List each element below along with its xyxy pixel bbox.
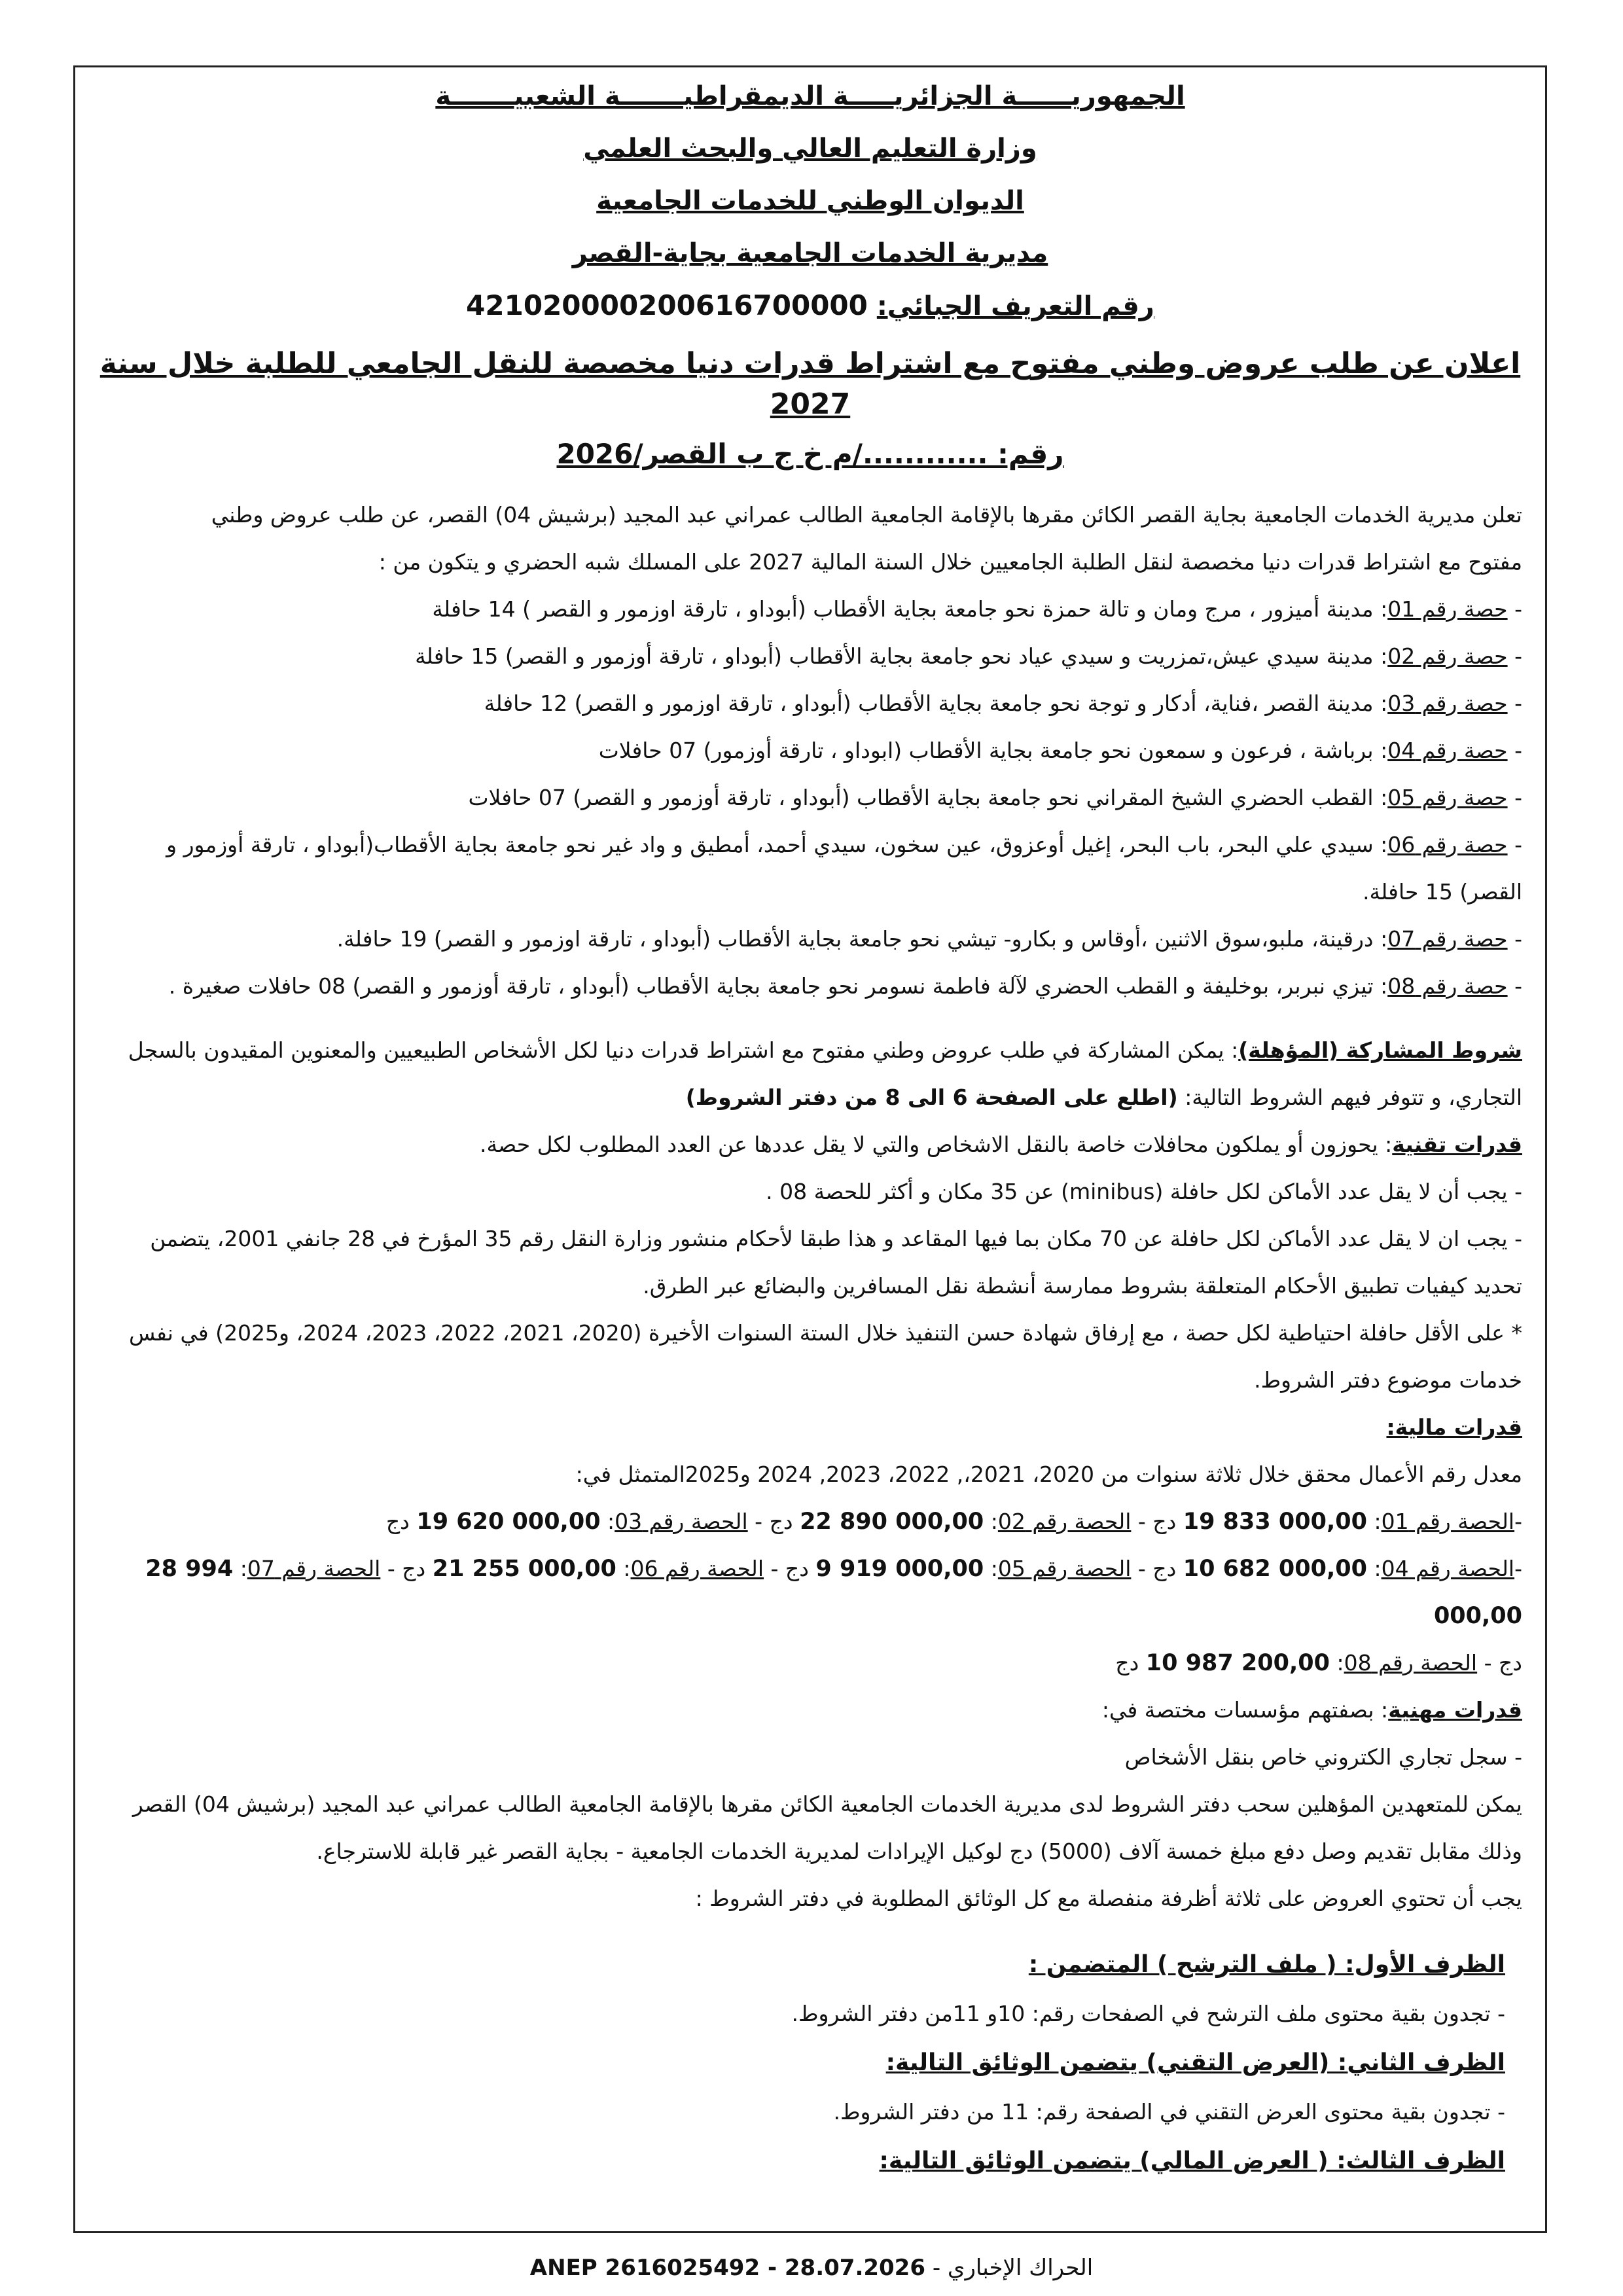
financial-row-1: -الحصة رقم 01: 19 833 000,00 دج - الحصة رقم 02: 22 890 000,00 دج - الحصة رقم 03: 19 620 000,00 دج <box>385 1509 1522 1535</box>
envelope-2-title: الظرف الثاني: (العرض التقني) يتضمن الوثائق التالية: <box>885 2049 1505 2076</box>
technical-item: - يجب أن لا يقل عدد الأماكن لكل حافلة (minibus) عن 35 مكان و أكثر للحصة 08 . <box>766 1179 1522 1204</box>
technical-paragraph <box>98 1121 1522 1168</box>
intro-line-1: تعلن مديرية الخدمات الجامعية بجاية القصر الكائن مقرها بالإقامة الجامعية الطالب عمراني عبد المجيد (برشيش 04) القصر، عن طلب عروض وطني <box>211 502 1522 528</box>
fin-lot-label: الحصة رقم 01 <box>1381 1509 1515 1534</box>
header-fiscal <box>98 287 1522 325</box>
footer-separator: - <box>932 2255 948 2281</box>
lot-label: حصة رقم 05 <box>1387 785 1508 810</box>
envelope-1-text: - تجدون بقية محتوى ملف الترشح في الصفحات رقم: 10و 11من دفتر الشروط. <box>791 2001 1505 2026</box>
professional-paragraph <box>98 1687 1522 1734</box>
lot-text: : القطب الحضري الشيخ المقراني نحو جامعة بجاية الأقطاب (أبوداو ، تارقة أوزمور و القصر) 07 حافلات <box>468 785 1388 810</box>
eligibility-note: (اطلع على الصفحة 6 الى 8 من دفتر الشروط) <box>685 1085 1178 1110</box>
eligibility-paragraph <box>98 1027 1522 1121</box>
professional-heading: قدرات مهنية <box>1388 1697 1522 1723</box>
lot-label: حصة رقم 06 <box>1387 832 1508 857</box>
envelope-1-title: الظرف الأول: ( ملف الترشح ) المتضمن : <box>1028 1951 1505 1978</box>
lot-item: - حصة رقم 06: سيدي علي البحر، باب البحر، إغيل أوعزوق، عين سخون، سيدي أحمد، أمطيق و واد غير نحو جامعة بجاية الأقطاب(أبوداو ، تارقة أوزمور و القصر) 15 حافلة. <box>166 832 1522 905</box>
fin-lot-label: الحصة رقم 08 <box>1344 1650 1478 1676</box>
lot-label: حصة رقم 07 <box>1387 926 1508 952</box>
fin-lot-label: الحصة رقم 02 <box>997 1509 1132 1534</box>
lots-list <box>98 586 1522 1010</box>
lot-text: : مدينة القصر ،فناية، أدكار و توجة نحو جامعة بجاية الأقطاب (أبوداو ، تارقة اوزمور و القصر) 12 حافلة <box>484 691 1388 716</box>
financial-heading: قدرات مالية: <box>1386 1414 1522 1440</box>
fin-lot-amount: 28 994 000,00 <box>145 1556 1522 1629</box>
financial-row-2: -الحصة رقم 04: 10 682 000,00 دج - الحصة رقم 05: 9 919 000,00 دج - الحصة رقم 06: 21 255 000,00 دج - الحصة رقم 07: 28 994 000,00 <box>145 1556 1522 1629</box>
lot-label: حصة رقم 08 <box>1387 973 1508 999</box>
fin-lot-label: الحصة رقم 04 <box>1381 1556 1515 1581</box>
lot-item: - حصة رقم 03: مدينة القصر ،فناية، أدكار و توجة نحو جامعة بجاية الأقطاب (أبوداو ، تارقة اوزمور و القصر) 12 حافلة <box>484 691 1522 716</box>
notice-reference: رقم: ............/م خ ج ب القصر/2026 <box>556 438 1064 470</box>
header-republic: الجمهوريــــــة الجزائريـــــة الديمقراطيـــــــة الشعبيـــــــة <box>435 81 1185 111</box>
lot-item: - حصة رقم 07: درقينة، ملبو،سوق الاثنين ،أوقاس و بكارو- تيشي نحو جامعة بجاية الأقطاب (أبوداو ، تارقة اوزمور و القصر) 19 حافلة. <box>336 926 1522 952</box>
fin-lot-amount: 10 682 000,00 <box>1183 1556 1367 1582</box>
fin-currency: دج <box>1152 1556 1177 1581</box>
technical-heading: قدرات تقنية <box>1392 1132 1522 1157</box>
fin-currency: دج <box>402 1556 426 1581</box>
fin-lot-amount: 19 833 000,00 <box>1183 1509 1367 1535</box>
eligibility-heading: شروط المشاركة (المؤهلة) <box>1238 1037 1522 1063</box>
fin-currency: دج <box>385 1509 410 1534</box>
fin-currency: دج <box>785 1556 809 1581</box>
lot-item: - حصة رقم 08: تيزي نبربر، بوخليفة و القطب الحضري لآلة فاطمة نسومر نحو جامعة بجاية الأقطاب (أبوداو ، تارقة أوزمور و القصر) 08 حافلات صغيرة . <box>168 973 1522 999</box>
fiscal-label: رقم التعريف الجبائي: <box>876 291 1154 321</box>
fin-lot-amount: 9 919 000,00 <box>815 1556 984 1582</box>
lot-label: حصة رقم 01 <box>1387 596 1508 622</box>
fin-lot-amount: 21 255 000,00 <box>432 1556 616 1582</box>
eligibility-text: : يمكن المشاركة في طلب عروض وطني مفتوح مع اشتراط قدرات دنيا لكل الأشخاص الطبيعيين والمعنوين المقيدون بالسجل التجاري، و تتوفر فيهم الشروط التالية: <box>128 1037 1522 1110</box>
lot-text: : برباشة ، فرعون و سمعون نحو جامعة بجاية الأقطاب (ابوداو ، تارقة أوزمور) 07 حافلات <box>598 738 1388 763</box>
fin-lot-amount: 22 890 000,00 <box>800 1509 984 1535</box>
lot-text: : مدينة سيدي عيش،تمزريت و سيدي عياد نحو جامعة بجاية الأقطاب (أبوداو ، تارقة أوزمور و القصر) 15 حافلة <box>415 643 1388 669</box>
fin-lot-label: الحصة رقم 07 <box>247 1556 381 1581</box>
envelope-2-text: - تجدون بقية محتوى العرض التقني في الصفحة رقم: 11 من دفتر الشروط. <box>833 2099 1505 2125</box>
newspaper-name: الحراك الإخباري <box>947 2255 1094 2281</box>
lot-item: - حصة رقم 04: برباشة ، فرعون و سمعون نحو جامعة بجاية الأقطاب (ابوداو ، تارقة أوزمور) 07 حافلات <box>598 738 1522 763</box>
tender-notice <box>98 77 1522 2187</box>
anep-reference: ANEP 2616025492 - 28.07.2026 <box>529 2255 925 2281</box>
financial-row-3: دج - الحصة رقم 08: 10 987 200,00 دج <box>1115 1650 1522 1676</box>
lot-text: : مدينة أميزور ، مرج ومان و تالة حمزة نحو جامعة بجاية الأقطاب (أبوداو ، تارقة اوزمور و القصر ) 14 حافلة <box>432 596 1388 622</box>
intro-line-2: مفتوح مع اشتراط قدرات دنيا مخصصة لنقل الطلبة الجامعيين خلال السنة المالية 2027 على المسلك شبه الحضري و يتكون من : <box>378 549 1522 575</box>
header-directorate: مديرية الخدمات الجامعية بجاية-القصر <box>572 238 1048 268</box>
fin-lot-amount: 10 987 200,00 <box>1145 1650 1330 1676</box>
fin-currency: دج <box>1152 1509 1177 1534</box>
fin-lot-amount: 19 620 000,00 <box>416 1509 601 1535</box>
fin-currency: دج <box>1115 1650 1139 1676</box>
header-office: الديوان الوطني للخدمات الجامعية <box>596 186 1024 216</box>
notice-title: اعلان عن طلب عروض وطني مفتوح مع اشتراط قدرات دنيا مخصصة للنقل الجامعي للطلبة خلال سنة 2027 <box>99 347 1521 421</box>
lot-label: حصة رقم 02 <box>1387 643 1508 669</box>
financial-intro: معدل رقم الأعمال محقق خلال ثلاثة سنوات من 2020، 2021،, 2022، 2023, 2024 و2025المتمثل في: <box>575 1462 1522 1487</box>
fiscal-number: 421020000200616700000 <box>466 289 868 321</box>
technical-item: - يجب ان لا يقل عدد الأماكن لكل حافلة عن 70 مكان بما فيها المقاعد و هذا طبقا لأحكام منشور وزارة النقل رقم 35 المؤرخ في 28 جانفي 2001، يتضمن تحديد كيفيات تطبيق الأحكام المتعلقة بشروط ممارسة أنشطة نقل المسافرين والبضائع عبر الطرق. <box>150 1226 1522 1299</box>
professional-item: - سجل تجاري الكتروني خاص بنقل الأشخاص <box>1124 1744 1522 1770</box>
header-ministry: وزارة التعليم العالي والبحث العلمي <box>583 134 1037 164</box>
withdrawal-paragraph: يمكن للمتعهدين المؤهلين سحب دفتر الشروط لدى مديرية الخدمات الجامعية الكائن مقرها بالإقامة الجامعية الطالب عمراني عبد المجيد (برشيش 04) القصر وذلك مقابل تقديم وصل دفع مبلغ خمسة آلاف (5000) دج لوكيل الإيرادات لمديرية الخدمات الجامعية - بجاية القصر غير قابلة للاسترجاع. <box>132 1791 1522 1864</box>
fin-currency: دج <box>769 1509 793 1534</box>
lot-item: - حصة رقم 01: مدينة أميزور ، مرج ومان و تالة حمزة نحو جامعة بجاية الأقطاب (أبوداو ، تارقة اوزمور و القصر ) 14 حافلة <box>432 596 1522 622</box>
envelopes-intro: يجب أن تحتوي العروض على ثلاثة أظرفة منفصلة مع كل الوثائق المطلوبة في دفتر الشروط : <box>695 1886 1522 1911</box>
professional-text: : بصفتهم مؤسسات مختصة في: <box>1101 1697 1389 1723</box>
lot-text: : سيدي علي البحر، باب البحر، إغيل أوعزوق، عين سخون، سيدي أحمد، أمطيق و واد غير نحو جامعة بجاية الأقطاب(أبوداو ، تارقة أوزمور و القصر) 15 حافلة. <box>166 832 1522 905</box>
publication-footer <box>0 2251 1623 2284</box>
fin-lot-label: الحصة رقم 03 <box>615 1509 748 1534</box>
envelope-3-title: الظرف الثالث: ( العرض المالي) يتضمن الوثائق التالية: <box>879 2147 1505 2174</box>
fin-lot-label: الحصة رقم 06 <box>630 1556 764 1581</box>
fin-currency: دج <box>1499 1650 1522 1676</box>
technical-item: * على الأقل حافلة احتياطية لكل حصة ، مع إرفاق شهادة حسن التنفيذ خلال الستة السنوات الأخيرة (2020، 2021، 2022، 2023، 2024، و2025) في نفس خدمات موضوع دفتر الشروط. <box>128 1320 1522 1393</box>
fin-lot-label: الحصة رقم 05 <box>997 1556 1132 1581</box>
lot-label: حصة رقم 04 <box>1387 738 1508 763</box>
lot-text: : درقينة، ملبو،سوق الاثنين ،أوقاس و بكارو- تيشي نحو جامعة بجاية الأقطاب (أبوداو ، تارقة اوزمور و القصر) 19 حافلة. <box>336 926 1388 952</box>
lot-label: حصة رقم 03 <box>1387 691 1508 716</box>
lot-item: - حصة رقم 05: القطب الحضري الشيخ المقراني نحو جامعة بجاية الأقطاب (أبوداو ، تارقة أوزمور و القصر) 07 حافلات <box>468 785 1522 810</box>
technical-text: : يحوزون أو يملكون محافلات خاصة بالنقل الاشخاص والتي لا يقل عددها عن العدد المطلوب لكل حصة. <box>479 1132 1393 1157</box>
lot-text: : تيزي نبربر، بوخليفة و القطب الحضري لآلة فاطمة نسومر نحو جامعة بجاية الأقطاب (أبوداو ، تارقة أوزمور و القصر) 08 حافلات صغيرة . <box>168 973 1388 999</box>
lot-item: - حصة رقم 02: مدينة سيدي عيش،تمزريت و سيدي عياد نحو جامعة بجاية الأقطاب (أبوداو ، تارقة أوزمور و القصر) 15 حافلة <box>415 643 1522 669</box>
